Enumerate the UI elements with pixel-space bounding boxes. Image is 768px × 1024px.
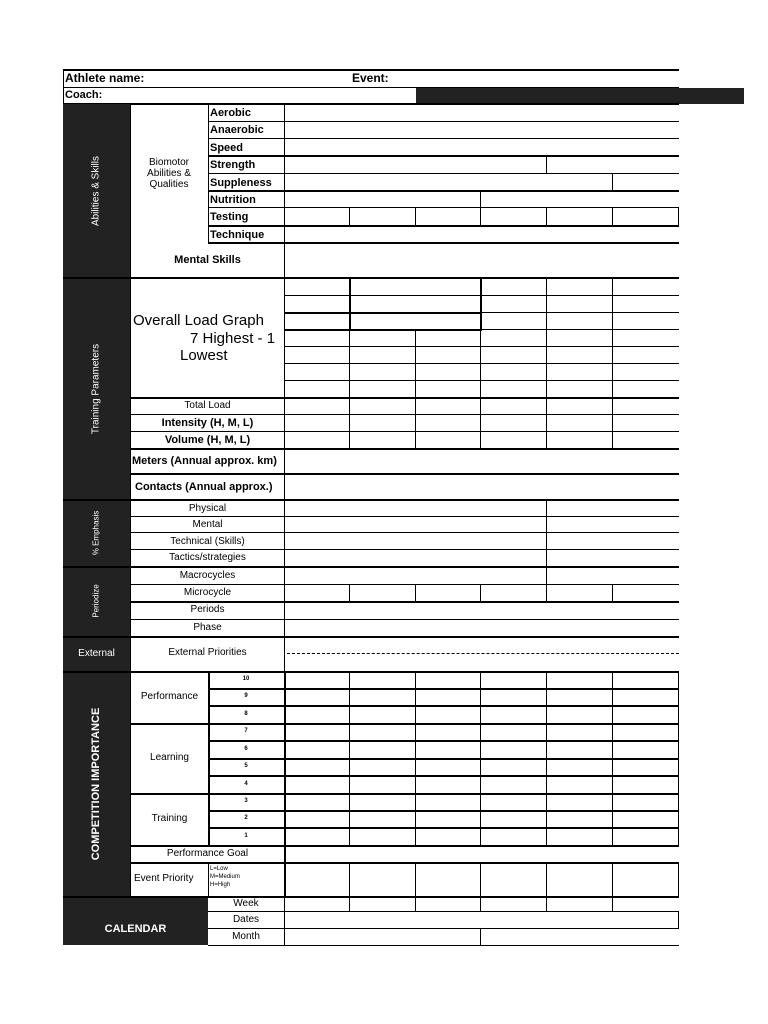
- contacts-label: Contacts (Annual approx.): [135, 481, 273, 493]
- biomotor-label-3: Qualities: [149, 179, 189, 190]
- competition-section-band: [63, 672, 130, 896]
- level-2: 2: [244, 815, 248, 821]
- coach-label: Coach:: [65, 89, 103, 101]
- priority-legend-medium: M=Medium: [210, 874, 240, 880]
- emphasis-physical: Physical: [188, 503, 227, 514]
- calendar-section-label: CALENDAR: [104, 923, 167, 935]
- level-1: 1: [244, 833, 248, 839]
- load-graph-title-1: Overall Load Graph: [133, 312, 264, 329]
- load-graph-title-2: 7 Highest - 1: [190, 330, 276, 347]
- periodize-macrocycles: Macrocycles: [179, 570, 236, 581]
- level-10: 10: [242, 676, 250, 682]
- biomotor-label-1: Biomotor: [148, 157, 189, 168]
- competition-learning: Learning: [150, 752, 189, 763]
- event-label: Event:: [352, 71, 389, 85]
- periodize-periods: Periods: [190, 604, 225, 615]
- periodize-phase: Phase: [193, 622, 222, 633]
- level-4: 4: [244, 781, 248, 787]
- emphasis-technical: Technical (Skills): [170, 536, 245, 547]
- ability-technique: Technique: [210, 229, 265, 241]
- performance-goal-label: Performance Goal: [166, 848, 249, 859]
- abilities-section-band: [63, 104, 130, 278]
- level-7: 7: [244, 728, 248, 734]
- competition-performance: Performance: [140, 691, 199, 702]
- mental-skills-label: Mental Skills: [174, 254, 241, 266]
- training-section-band: [63, 279, 130, 499]
- priority-legend-low: L=Low: [210, 866, 228, 872]
- ability-strength: Strength: [210, 159, 256, 171]
- periodize-microcycle: Microcycle: [183, 587, 232, 598]
- external-section-label: External: [78, 648, 115, 659]
- event-priority-label: Event Priority: [134, 873, 194, 884]
- calendar-month: Month: [232, 931, 260, 942]
- total-load-label: Total Load: [184, 400, 231, 411]
- emphasis-tactics: Tactics/strategies: [169, 552, 246, 563]
- level-6: 6: [244, 746, 248, 752]
- emphasis-section-label: % Emphasis: [91, 510, 101, 556]
- periodize-section-band: [63, 567, 130, 636]
- biomotor-label-2: Abilities &: [147, 168, 191, 179]
- training-section-label: Training Parameters: [90, 343, 102, 435]
- calendar-dates: Dates: [232, 914, 260, 925]
- level-9: 9: [244, 693, 248, 699]
- abilities-section-label: Abilities & Skills: [90, 155, 102, 227]
- intensity-label: Intensity (H, M, L): [161, 417, 254, 429]
- ability-aerobic: Aerobic: [210, 107, 251, 119]
- level-3: 3: [244, 798, 248, 804]
- level-8: 8: [244, 711, 248, 717]
- periodize-section-label: Periodize: [91, 584, 101, 618]
- external-priorities-dashed-line: [287, 653, 679, 654]
- emphasis-mental: Mental: [192, 519, 223, 530]
- competition-training: Training: [151, 813, 188, 824]
- calendar-week: Week: [233, 898, 259, 909]
- athlete-name-label: Athlete name:: [65, 71, 145, 85]
- header-dark-bar: [416, 88, 744, 104]
- ability-anaerobic: Anaerobic: [210, 124, 264, 136]
- external-priorities-label: External Priorities: [168, 647, 247, 658]
- calendar-section-band: [63, 897, 208, 945]
- competition-section-label: COMPETITION IMPORTANCE: [90, 707, 102, 861]
- meters-label: Meters (Annual approx. km): [132, 455, 277, 467]
- emphasis-section-band: [63, 500, 130, 566]
- level-5: 5: [244, 763, 248, 769]
- ability-speed: Speed: [210, 142, 244, 154]
- ability-testing: Testing: [210, 211, 249, 223]
- ability-nutrition: Nutrition: [210, 194, 256, 206]
- volume-label: Volume (H, M, L): [164, 434, 251, 446]
- priority-legend-high: H=High: [210, 882, 231, 888]
- ability-suppleness: Suppleness: [210, 177, 272, 189]
- external-section-band: [63, 637, 130, 671]
- load-graph-title-3: Lowest: [180, 347, 228, 364]
